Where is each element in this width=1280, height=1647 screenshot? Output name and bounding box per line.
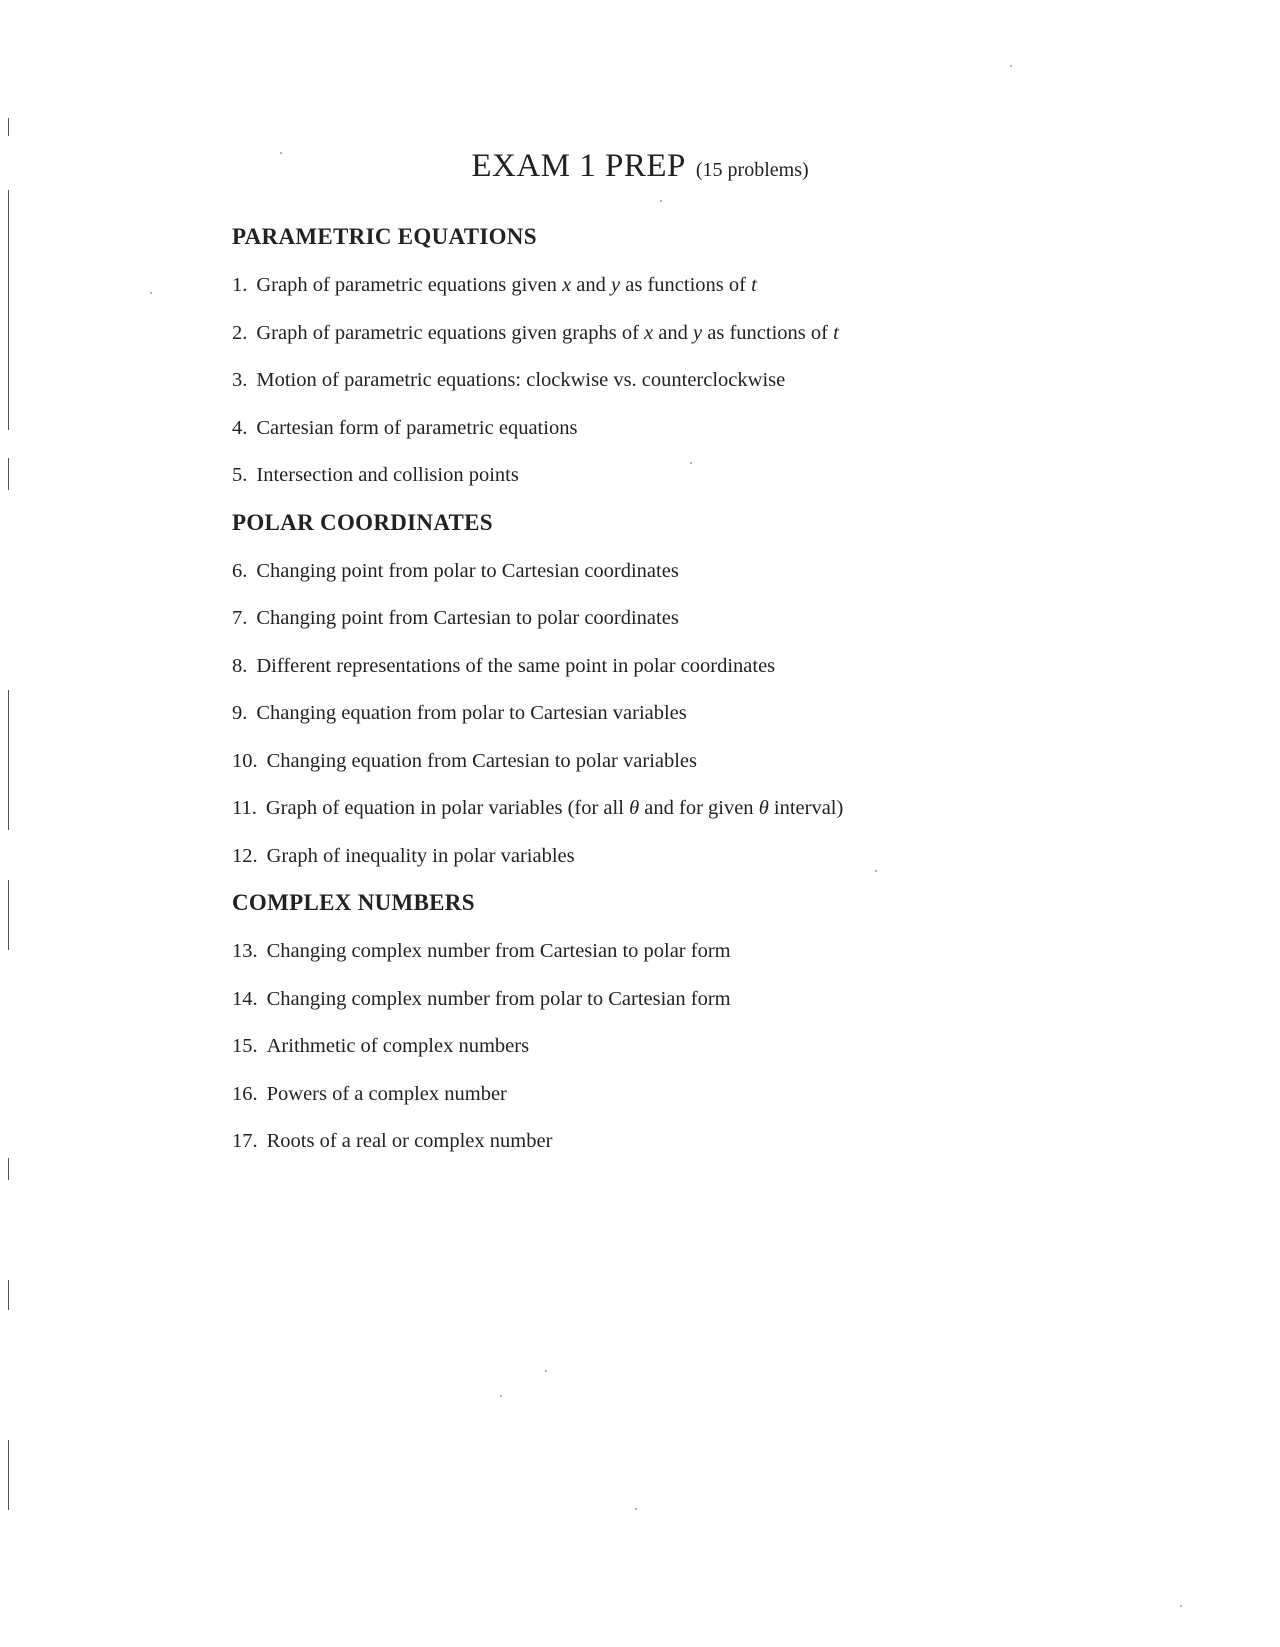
problem-item <box>232 984 1192 1032</box>
problem-text: Changing point from Cartesian to polar coordinates <box>256 607 679 629</box>
problem-number: 8. <box>232 654 248 677</box>
problem-text: Graph of equation in polar variables (for all <box>265 797 630 819</box>
math-variable: θ <box>629 797 640 819</box>
problem-number: 2. <box>232 321 248 344</box>
problem-number: 4. <box>232 416 248 439</box>
problem-number: 17. <box>232 1130 258 1152</box>
scan-speck <box>690 462 692 464</box>
problem-item <box>232 793 1192 841</box>
problem-item <box>232 841 1192 889</box>
problem-text: Changing complex number from Cartesian to polar form <box>266 940 731 962</box>
problem-item <box>232 1079 1192 1127</box>
math-variable: x <box>644 321 654 344</box>
scan-speck <box>660 200 662 202</box>
scan-speck <box>545 1370 547 1372</box>
problem-text: Changing point from polar to Cartesian coordinates <box>256 559 679 582</box>
problem-item <box>232 270 1192 318</box>
page-title <box>0 148 1280 185</box>
section-heading: POLAR COORDINATES <box>232 509 493 535</box>
problem-text: Roots of a real or complex number <box>266 1130 553 1152</box>
title-subtitle: (15 problems) <box>695 159 809 181</box>
problem-number: 5. <box>232 464 248 486</box>
problem-text: as functions of <box>702 321 834 344</box>
title-main: EXAM 1 PREP <box>471 148 686 184</box>
scan-speck <box>875 870 877 872</box>
scan-edge-mark <box>8 690 9 830</box>
math-variable: x <box>562 274 572 296</box>
scan-speck <box>1180 1605 1182 1607</box>
problem-number: 11. <box>232 797 257 819</box>
scan-speck <box>150 292 152 294</box>
scan-edge-mark <box>8 458 9 490</box>
problem-number: 13. <box>232 940 258 962</box>
problem-item <box>232 746 1192 794</box>
scan-speck <box>635 1508 637 1510</box>
problem-item <box>232 1031 1192 1079</box>
problem-number: 15. <box>232 1035 258 1057</box>
problem-text: and <box>653 321 694 344</box>
problem-item <box>232 651 1192 699</box>
problem-number: 12. <box>232 844 258 867</box>
problem-number: 10. <box>232 749 258 772</box>
problem-list <box>232 222 1192 1174</box>
problem-text: Intersection and collision points <box>256 464 519 486</box>
scan-edge-mark <box>8 1280 9 1310</box>
problem-item <box>232 318 1192 366</box>
problem-item <box>232 603 1192 651</box>
math-variable: θ <box>758 797 769 819</box>
problem-item <box>232 556 1192 604</box>
scan-speck <box>1010 65 1012 67</box>
problem-text: Graph of inequality in polar variables <box>266 844 575 867</box>
problem-text: Graph of parametric equations given graphs of <box>256 321 645 344</box>
problem-item <box>232 460 1192 508</box>
problem-number: 6. <box>232 559 248 582</box>
problem-text: and <box>571 274 612 296</box>
problem-text: Motion of parametric equations: clockwise vs. counterclockwise <box>256 369 786 391</box>
problem-item <box>232 698 1192 746</box>
math-variable: t <box>833 321 839 344</box>
problem-text: Graph of parametric equations given <box>256 274 563 296</box>
problem-item <box>232 1126 1192 1174</box>
problem-number: 14. <box>232 987 258 1010</box>
problem-text: and for given <box>639 797 759 819</box>
scan-edge-mark <box>8 880 9 950</box>
math-variable: t <box>751 274 757 296</box>
problem-text: Different representations of the same point in polar coordinates <box>256 654 776 677</box>
scan-speck <box>280 152 282 154</box>
math-variable: y <box>693 321 703 344</box>
scan-edge-mark <box>8 118 9 136</box>
problem-text: interval) <box>768 797 844 819</box>
problem-number: 7. <box>232 607 248 629</box>
scan-edge-mark <box>8 1440 9 1510</box>
problem-text: Changing equation from polar to Cartesian variables <box>256 702 687 724</box>
problem-number: 3. <box>232 369 248 391</box>
problem-item <box>232 936 1192 984</box>
section-heading: PARAMETRIC EQUATIONS <box>232 224 537 249</box>
problem-text: Arithmetic of complex numbers <box>266 1035 530 1057</box>
problem-text: Changing complex number from polar to Cartesian form <box>266 987 731 1010</box>
scan-edge-mark <box>8 1158 9 1180</box>
problem-number: 16. <box>232 1082 258 1105</box>
problem-item <box>232 413 1192 461</box>
section-heading: COMPLEX NUMBERS <box>232 890 475 915</box>
problem-text: Powers of a complex number <box>266 1082 507 1105</box>
scan-edge-mark <box>8 190 9 430</box>
problem-text: as functions of <box>620 274 752 296</box>
problem-number: 9. <box>232 702 248 724</box>
problem-item <box>232 365 1192 413</box>
scan-speck <box>500 1395 502 1397</box>
problem-text: Changing equation from Cartesian to polar variables <box>266 749 698 772</box>
math-variable: y <box>611 274 621 296</box>
problem-number: 1. <box>232 274 248 296</box>
problem-text: Cartesian form of parametric equations <box>256 416 578 439</box>
